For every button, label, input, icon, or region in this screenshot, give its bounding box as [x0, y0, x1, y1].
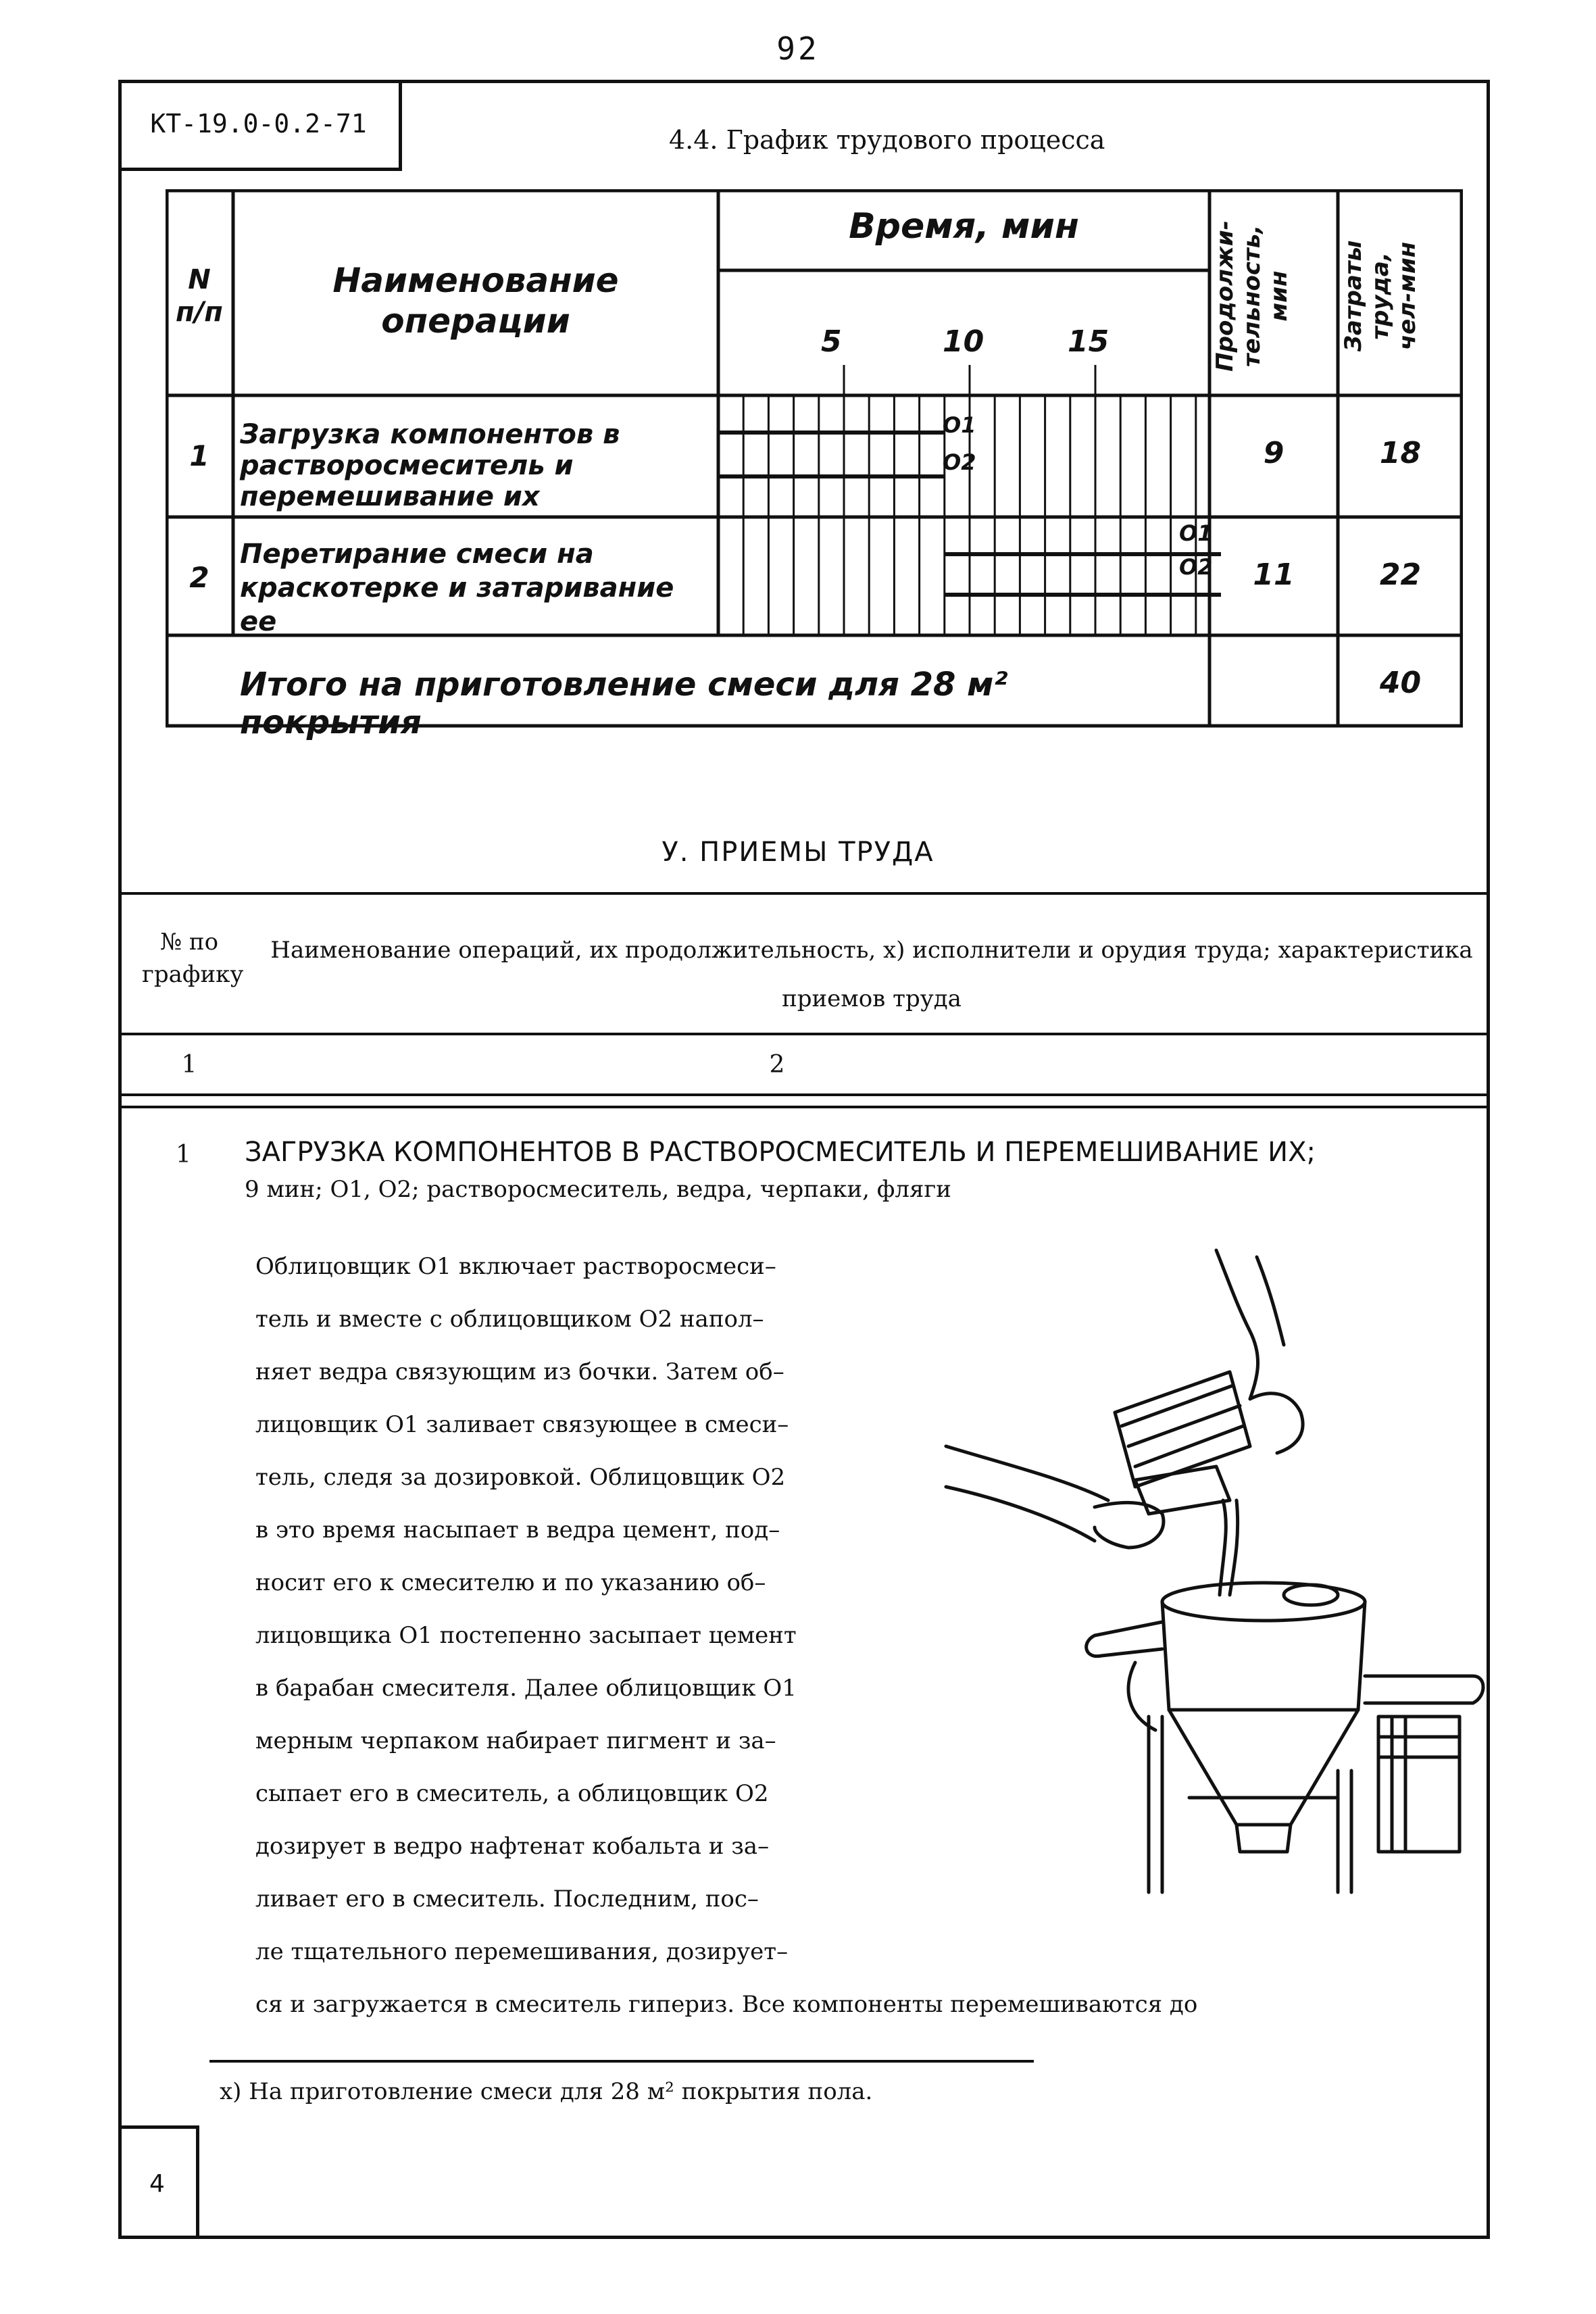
body-line: лицовщика О1 постепенно засыпает цемент	[255, 1622, 797, 1649]
section5-title: У. ПРИЕМЫ ТРУДА	[662, 837, 934, 868]
total-labor: 40	[1379, 666, 1422, 700]
row2-worker1: О1	[1179, 520, 1213, 546]
row1-duration: 9	[1263, 436, 1285, 470]
tick-10: 10	[943, 324, 984, 359]
body-line: ле тщательного перемешивания, дозирует–	[255, 1938, 789, 1965]
row1-name: Загрузка компонентов в растворосмеситель и перемешивание их	[240, 419, 620, 512]
body-line: няет ведра связующим из бочки. Затем об–	[255, 1358, 784, 1385]
body-line: лицовщик О1 заливает связующее в смеси–	[255, 1411, 789, 1438]
col1-number: 1	[181, 1051, 197, 1079]
footnote-divider	[209, 2060, 1034, 2063]
op-subtitle: 9 мин; О1, О2; растворосмеситель, ведра, черпаки, фляги	[245, 1176, 951, 1203]
body-line: Облицовщик О1 включает растворосмеси–	[255, 1253, 776, 1280]
body-line: в барабан смесителя. Далее облицовщик О1	[255, 1675, 797, 1702]
row1-labor: 18	[1379, 436, 1422, 470]
body-line: дозирует в ведро нафтенат кобальта и за–	[255, 1833, 770, 1860]
col-duration-header: Продолжи- тельность, мин	[1212, 220, 1293, 372]
tick-5: 5	[821, 324, 842, 359]
body-line: мерным черпаком набирает пигмент и за–	[255, 1727, 776, 1754]
op-title: ЗАГРУЗКА КОМПОНЕНТОВ В РАСТВОРОСМЕСИТЕЛЬ И ПЕРЕМЕШИВАНИЕ ИХ;	[245, 1137, 1316, 1168]
row1-num: 1	[189, 439, 209, 472]
col2-header: Наименование операций, их продолжительность, х) исполнители и орудия труда; характеристика приемов труда	[270, 937, 1473, 1012]
body-line: носит его к смесителю и по указанию об–	[255, 1569, 766, 1596]
body-line: ливает его в смеситель. Последним, пос–	[255, 1886, 759, 1913]
mixer-illustration	[932, 1244, 1487, 1906]
page-number: 92	[776, 30, 820, 67]
row1-worker1: О1	[943, 412, 976, 438]
body-line: ся и загружается в смеситель гипериз. Все компоненты перемешиваются до	[255, 1991, 1198, 2018]
row2-duration: 11	[1253, 558, 1295, 592]
corner-number: 4	[118, 2125, 199, 2239]
total-label: Итого на приготовление смеси для 28 м² покрытия	[240, 666, 1008, 741]
col-name-header: Наименование операции	[332, 261, 619, 341]
tick-15: 15	[1068, 324, 1109, 359]
row2-num: 2	[189, 561, 209, 594]
col2-number: 2	[769, 1051, 785, 1079]
footnote: х) На приготовление смеси для 28 м² покрытия пола.	[220, 2078, 873, 2105]
col-num-header: N п/п	[176, 264, 223, 328]
body-line: тель и вместе с облицовщиком О2 напол–	[255, 1306, 764, 1333]
body-line: сыпает его в смеситель, а облицовщик О2	[255, 1780, 769, 1807]
op-number: 1	[176, 1141, 191, 1168]
row1-worker2: О2	[943, 449, 976, 475]
row2-labor: 22	[1379, 558, 1422, 592]
col1-header: № по графику	[142, 929, 244, 988]
col-labor-header: Затраты труда, чел-мин	[1340, 240, 1421, 352]
body-line: тель, следя за дозировкой. Облицовщик О2	[255, 1464, 786, 1491]
col-time-header: Время, мин	[849, 206, 1079, 247]
row2-name: Перетирание смеси на краскотерке и затаривание ее	[240, 539, 674, 637]
doc-code: КТ-19.0-0.2-71	[118, 80, 402, 171]
row2-worker2: О2	[1179, 554, 1213, 580]
section-title: 4.4. График трудового процесса	[669, 125, 1105, 155]
body-line: в это время насыпает в ведра цемент, под–	[255, 1517, 780, 1544]
